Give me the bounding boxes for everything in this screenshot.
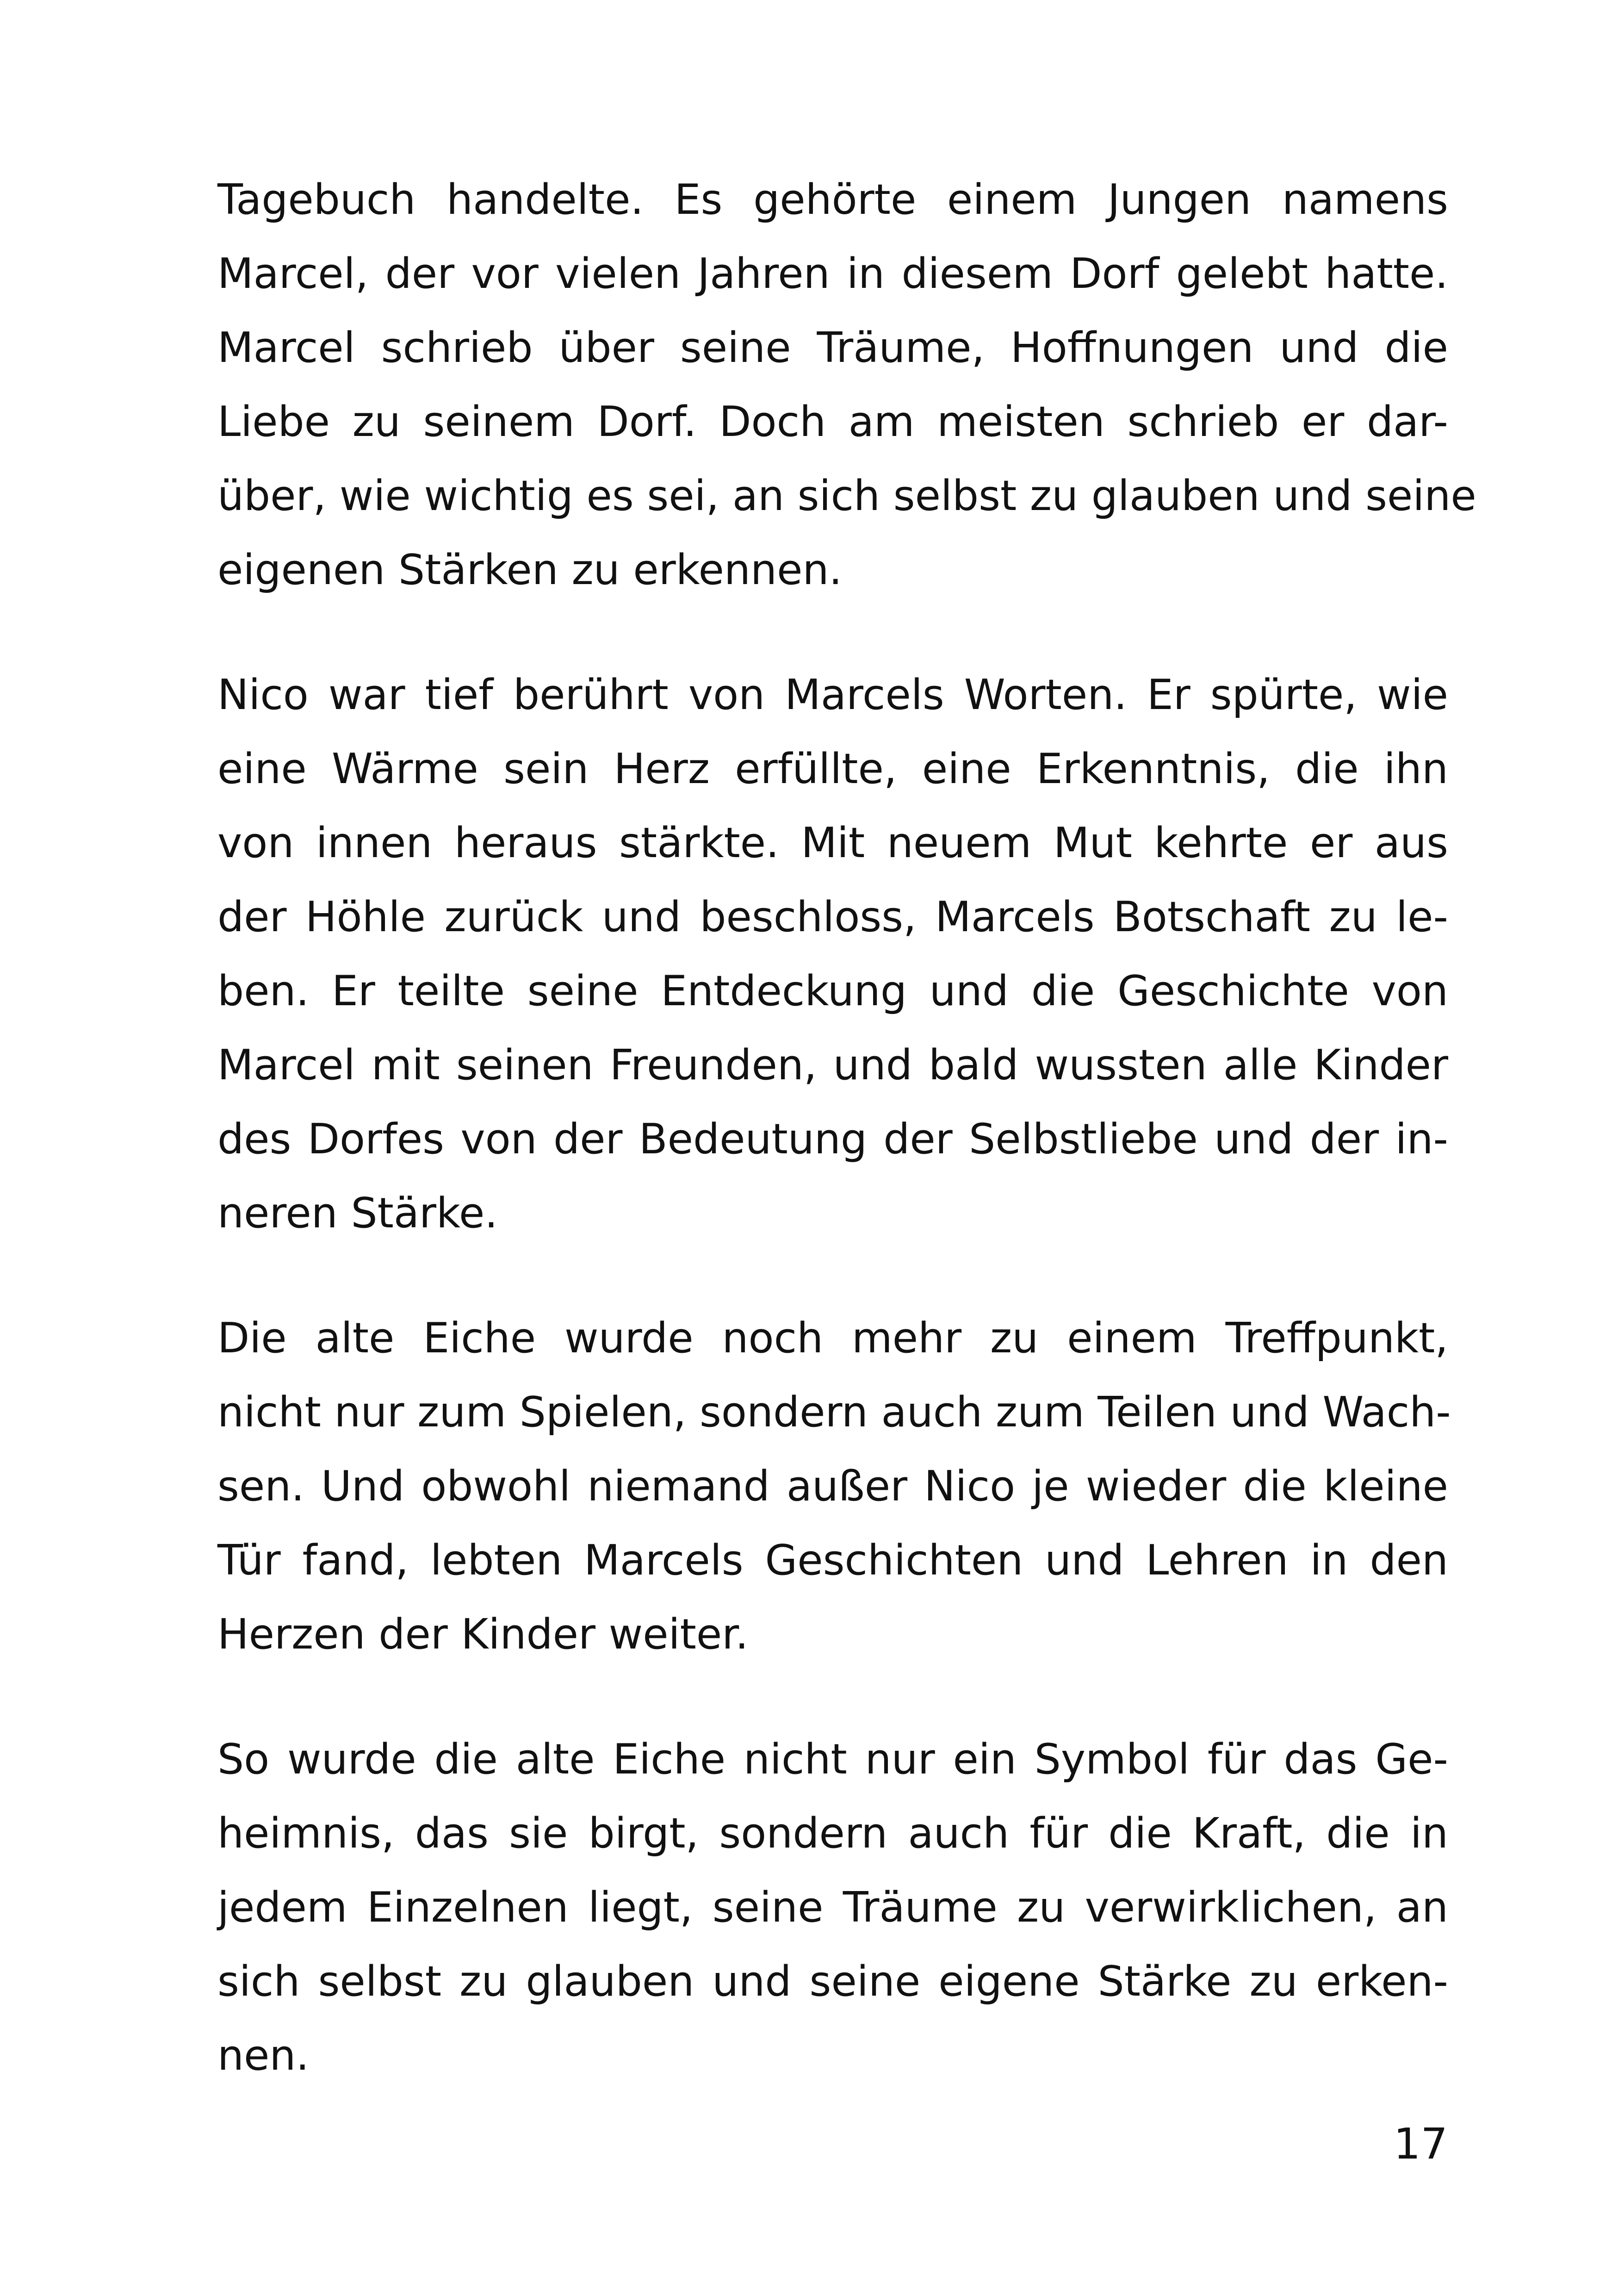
text-line: sen. Und obwohl niemand außer Nico je wieder die kleine: [217, 1462, 1448, 1511]
text-line: jedem Einzelnen liegt, seine Träume zu verwirklichen, an: [217, 1883, 1448, 1932]
text-line: eigenen Stärken zu erkennen.: [217, 546, 843, 594]
text-line: über, wie wichtig es sei, an sich selbst zu glauben und seine: [217, 472, 1476, 520]
paragraph: [217, 1301, 1451, 1672]
text-line: Liebe zu seinem Dorf. Doch am meisten schrieb er dar-: [217, 398, 1448, 446]
paragraph: [217, 1723, 1448, 2093]
text-line: So wurde die alte Eiche nicht nur ein Symbol für das Ge-: [217, 1735, 1448, 1784]
text-line: ben. Er teilte seine Entdeckung und die Geschichte von: [217, 967, 1448, 1015]
paragraph: [217, 163, 1476, 607]
text-line: nen.: [217, 2031, 310, 2080]
paragraph-gap: [217, 607, 1448, 658]
text-line: nicht nur zum Spielen, sondern auch zum Teilen und Wach-: [217, 1388, 1451, 1437]
text-line: von innen heraus stärkte. Mit neuem Mut kehrte er aus: [217, 819, 1448, 867]
paragraph-gap: [217, 1672, 1448, 1723]
paragraph-gap: [217, 1251, 1448, 1301]
text-line: Die alte Eiche wurde noch mehr zu einem Treffpunkt,: [217, 1314, 1448, 1363]
text-line: Herzen der Kinder weiter.: [217, 1610, 749, 1659]
text-line: neren Stärke.: [217, 1189, 498, 1238]
text-line: heimnis, das sie birgt, sondern auch für die Kraft, die in: [217, 1809, 1448, 1858]
text-line: Nico war tief berührt von Marcels Worten. Er spürte, wie: [217, 671, 1448, 719]
text-line: des Dorfes von der Bedeutung der Selbstliebe und der in-: [217, 1115, 1448, 1164]
text-line: Marcel, der vor vielen Jahren in diesem Dorf gelebt hatte.: [217, 249, 1448, 298]
text-line: sich selbst zu glauben und seine eigene Stärke zu erken-: [217, 1957, 1448, 2006]
text-line: der Höhle zurück und beschloss, Marcels Botschaft zu le-: [217, 893, 1448, 941]
page-number: 17: [1393, 2119, 1448, 2169]
text-line: Marcel mit seinen Freunden, und bald wussten alle Kinder: [217, 1041, 1448, 1089]
text-line: Marcel schrieb über seine Träume, Hoffnungen und die: [217, 324, 1448, 372]
paragraph: [217, 658, 1448, 1251]
text-line: Tagebuch handelte. Es gehörte einem Jungen namens: [217, 175, 1448, 224]
body-text: [217, 163, 1476, 2093]
text-line: Tür fand, lebten Marcels Geschichten und Lehren in den: [217, 1536, 1448, 1585]
text-line: eine Wärme sein Herz erfüllte, eine Erkenntnis, die ihn: [217, 745, 1448, 793]
